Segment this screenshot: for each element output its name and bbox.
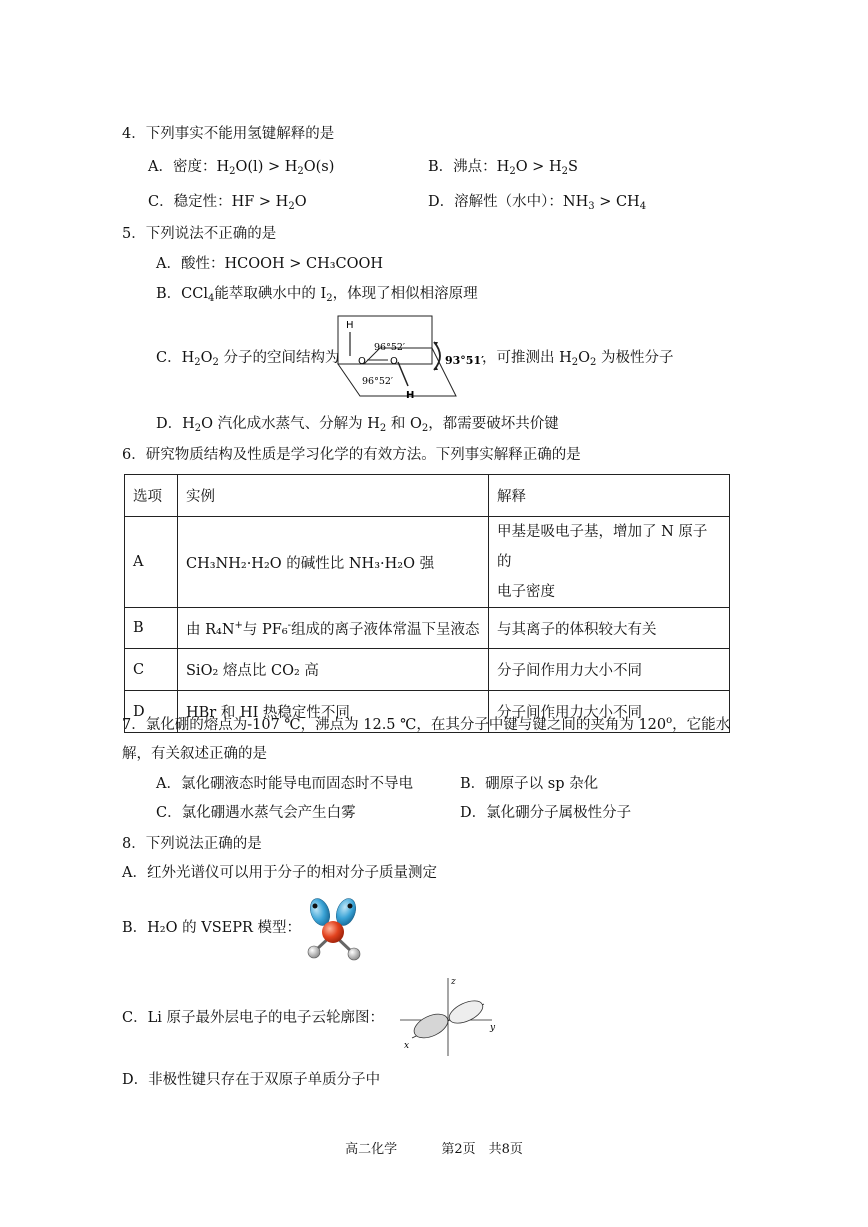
x-axis-label: x <box>404 1041 410 1051</box>
table-row <box>125 608 730 649</box>
q4-option-d: D．溶解性（水中）：$NH_3 > CH_4$ <box>428 194 647 212</box>
row-option: A <box>125 517 178 608</box>
row-option: B <box>125 608 178 649</box>
li-electron-cloud-diagram <box>396 972 508 1060</box>
q5-option-c-tail: ，可推测出 $H_2O_2$ 为极性分子 <box>482 350 674 368</box>
q4-option-b: B．沸点：$H_2O > H_2S$ <box>428 159 578 177</box>
header-option: 选项 <box>125 475 178 517</box>
row-example: SiO₂ 熔点比 CO₂ 高 <box>178 649 489 691</box>
angle-label-upper: 96°52′ <box>374 342 406 353</box>
q6-stem: 6．研究物质结构及性质是学习化学的有效方法。下列事实解释正确的是 <box>122 447 581 463</box>
q5-option-a: A．酸性：HCOOH > CH₃COOH <box>156 256 384 272</box>
q5-option-c: C．$H_2O_2$ 分子的空间结构为 <box>156 350 340 368</box>
q8-option-b: B．H₂O 的 VSEPR 模型： <box>122 920 301 936</box>
header-explanation: 解释 <box>489 475 730 517</box>
table-header-row <box>125 475 730 517</box>
q8-option-a: A．红外光谱仪可以用于分子的相对分子质量测定 <box>122 865 437 881</box>
q4-stem: 4．下列事实不能用氢键解释的是 <box>122 126 335 142</box>
row-example: CH₃NH₂·H₂O 的碱性比 NH₃·H₂O 强 <box>178 517 489 608</box>
q7-option-b: B．硼原子以 sp 杂化 <box>460 776 599 792</box>
o-atom-1: O <box>358 356 366 367</box>
row-example: HBr 和 HI 热稳定性不同 <box>178 691 489 733</box>
q8-option-d: D．非极性键只存在于双原子单质分子中 <box>122 1072 381 1088</box>
footer-subject: 高二化学 <box>345 1142 398 1157</box>
dihedral-angle-label: 93°51′ <box>445 354 485 367</box>
o-atom-2: O <box>390 356 398 367</box>
table-row <box>125 649 730 691</box>
q6-table <box>124 474 730 733</box>
q5-stem: 5．下列说法不正确的是 <box>122 226 277 242</box>
page-footer <box>0 1138 868 1157</box>
explanation-line-2: 电子密度 <box>497 584 555 600</box>
table-row <box>125 517 730 608</box>
footer-page-number: 第2页 共8页 <box>441 1142 523 1157</box>
header-example: 实例 <box>178 475 489 517</box>
q7-option-a: A．氯化硼液态时能导电而固态时不导电 <box>156 776 413 792</box>
row-explanation: 分子间作用力大小不同 <box>489 649 730 691</box>
q7-stem-line1: 7．氯化硼的熔点为-107 ℃，沸点为 12.5 ℃，在其分子中键与键之间的夹角为 120$^o$，它能水 <box>122 715 731 733</box>
q7-stem-line2: 解，有关叙述正确的是 <box>122 746 267 762</box>
q4-option-c: C．稳定性：HF > $H_2O$ <box>148 194 307 212</box>
row-explanation <box>489 517 730 608</box>
h-atom-bottom: H <box>406 390 415 401</box>
q5-option-d: D．$H_2O$ 汽化成水蒸气、分解为 $H_2$ 和 $O_2$，都需要破坏共价键 <box>156 416 559 434</box>
q4-option-a: A．密度：$H_2O(l) > H_2O(s)$ <box>148 159 335 177</box>
z-axis-label: z <box>451 977 456 987</box>
row-example: 由 R₄N+与 PF₆-组成的离子液体常温下呈液态 <box>178 608 489 649</box>
row-option: D <box>125 691 178 733</box>
row-option: C <box>125 649 178 691</box>
y-axis-label: y <box>490 1023 496 1033</box>
row-explanation: 分子间作用力大小不同 <box>489 691 730 733</box>
q7-option-c: C．氯化硼遇水蒸气会产生白雾 <box>156 805 356 821</box>
q8-stem: 8．下列说法正确的是 <box>122 836 262 852</box>
angle-label-lower: 96°52′ <box>362 376 394 387</box>
h2o2-structure-diagram <box>330 312 490 402</box>
q7-option-d: D．氯化硼分子属极性分子 <box>460 805 632 821</box>
h-atom-top: H <box>346 320 354 331</box>
q8-option-c: C．Li 原子最外层电子的电子云轮廓图： <box>122 1010 384 1026</box>
h2o-vsepr-model-icon <box>298 892 368 964</box>
q5-option-b: B．CCl$_4$能萃取碘水中的 $I_2$，体现了相似相溶原理 <box>156 286 478 304</box>
row-explanation: 与其离子的体积较大有关 <box>489 608 730 649</box>
explanation-line-1: 甲基是吸电子基，增加了 N 原子的 <box>497 524 708 570</box>
